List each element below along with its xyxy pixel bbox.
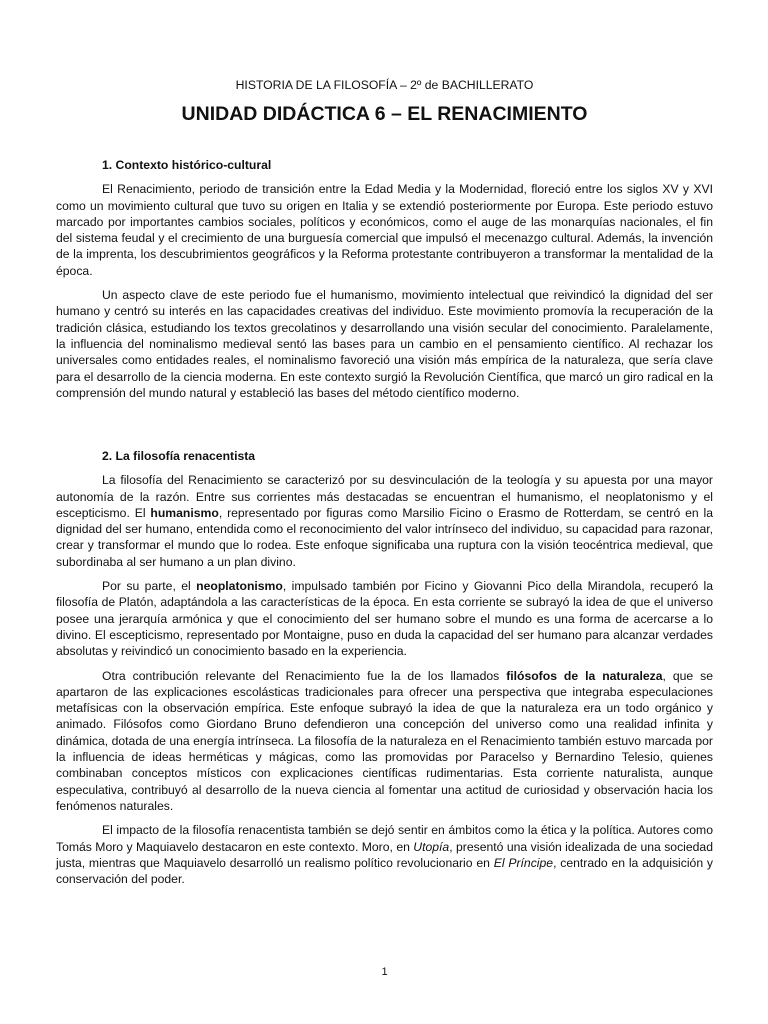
section-2-paragraph-3 <box>56 668 713 815</box>
section-1 <box>56 157 713 401</box>
bold-term: humanismo <box>150 505 219 520</box>
bold-term: filósofos de la naturaleza <box>506 668 663 683</box>
text-run: , que se apartaron de las explicaciones escolásticas tradicionales para ofrecer una perspectiva que integraba especulaciones metafísicas con la observación empírica. Este enfoque subrayó la idea de que la naturaleza era un todo orgánico y animado. Filósofos como Giordano Bruno defendieron una concepción del universo como una realidad infinita y dinámica, dotada de una energía intrínseca. La filosofía de la naturaleza en el Renacimiento también estuvo marcada por la influencia de ideas herméticas y mágicas, como las promovidas por Paracelso y Bernardino Telesio, quienes combinaban conceptos místicos con explicaciones científicas rudimentarias. Esta corriente naturalista, aunque especulativa, contribuyó al desarrollo de la nueva ciencia al fomentar una actitud de curiosidad y observación hacia los fenómenos naturales. <box>56 668 713 813</box>
text-run: La filosofía del Renacimiento se caracterizó por su desvinculación de la teología y su apuesta por una mayor autonomía de la razón. Entre sus corrientes más destacadas se encuentran el humanismo, el neoplatonismo y el escepticismo. El <box>56 473 713 520</box>
page-number: 1 <box>381 966 388 978</box>
document-title: UNIDAD DIDÁCTICA 6 – EL RENACIMIENTO <box>181 103 588 125</box>
text-run: El impacto de la filosofía renacentista también se dejó sentir en ámbitos como la ética y la política. Autores como Tomás Moro y Maquiavelo destacaron en este contexto. Moro, en <box>56 823 713 854</box>
section-1-heading: 1. Contexto histórico-cultural <box>102 158 272 172</box>
section-1-paragraph-1 <box>56 181 713 279</box>
section-2-paragraph-1 <box>56 472 713 570</box>
italic-title: Utopía <box>413 839 450 854</box>
section-2-paragraph-4 <box>56 822 713 887</box>
section-1-paragraph-2 <box>56 287 713 401</box>
document-page <box>56 0 713 1024</box>
document-header: HISTORIA DE LA FILOSOFÍA – 2º de BACHILLERATO <box>235 78 534 92</box>
section-2 <box>56 448 713 887</box>
text-run: , impulsado también por Ficino y Giovanni Pico della Mirandola, recuperó la filosofía de Platón, adaptándola a las características de la época. En esta corriente se subrayó la idea de que el universo posee una jerarquía armónica y que el conocimiento del ser humano sobre el mundo es una forma de acercarse a lo divino. El escepticismo, representado por Montaigne, puso en duda la capacidad del ser humano para alcanzar verdades absolutas y reivindicó un conocimiento basado en la experiencia. <box>56 579 713 659</box>
text-run: , representado por figuras como Marsilio Ficino o Erasmo de Rotterdam, se centró en la dignidad del ser humano, entendida como el reconocimiento del valor intrínseco del individuo, su capacidad para razonar, crear y transformar el mundo que lo rodea. Este enfoque significaba una ruptura con la visión teocéntrica medieval, que subordinaba al ser humano a un plan divino. <box>56 505 714 569</box>
section-2-heading: 2. La filosofía renacentista <box>102 449 256 463</box>
text-run: El Renacimiento, periodo de transición entre la Edad Media y la Modernidad, floreció entre los siglos XV y XVI como un movimiento cultural que tuvo su origen en Italia y se extendió posteriormente por Europa. Este periodo estuvo marcado por importantes cambios sociales, políticos y económicos, como el auge de las monarquías nacionales, el fin del sistema feudal y el crecimiento de una burguesía comercial que impulsó el mecenazgo cultural. Además, la invención de la imprenta, los descubrimientos geográficos y la Reforma protestante contribuyeron a transformar la mentalidad de la época. <box>56 182 713 278</box>
text-run: Otra contribución relevante del Renacimiento fue la de los llamados <box>102 668 507 683</box>
text-run: Un aspecto clave de este periodo fue el humanismo, movimiento intelectual que reivindicó la dignidad del ser humano y centró su interés en las capacidades creativas del individuo. Este movimiento promovía la recuperación de la tradición clásica, estudiando los textos grecolatinos y desarrollando una visión secular del conocimiento. Paralelamente, la influencia del nominalismo medieval sentó las bases para un cambio en el pensamiento científico. Al rechazar los universales como entidades reales, el nominalismo favoreció una visión más empírica de la naturaleza, que sería clave para el desarrollo de la ciencia moderna. En este contexto surgió la Revolución Científica, que marcó un giro radical en la comprensión del mundo natural y estableció las bases del método científico moderno. <box>56 288 713 400</box>
bold-term: neoplatonismo <box>196 579 283 594</box>
text-run: , centrado en la adquisición y conservación del poder. <box>56 855 713 887</box>
section-2-paragraph-2 <box>56 578 713 659</box>
italic-title: El Príncipe <box>493 855 554 870</box>
text-run: , presentó una visión idealizada de una sociedad justa, mientras que Maquiavelo desarrolló un realismo político revolucionario en <box>56 839 713 870</box>
text-run: Por su parte, el <box>102 579 197 594</box>
